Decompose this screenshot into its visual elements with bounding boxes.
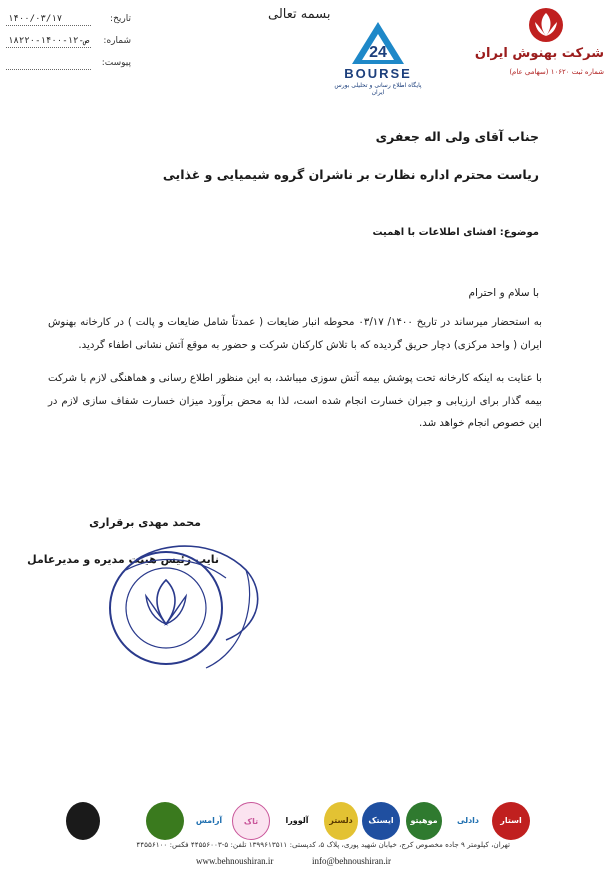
brand-logos <box>62 798 532 846</box>
email-link[interactable]: info@behnoushiran.ir <box>312 856 392 866</box>
date-value: ۱۴۰۰/۰۳/۱۷ <box>8 14 63 24</box>
brand-logo-extra <box>146 802 184 840</box>
brand-logo-extra <box>104 802 140 840</box>
date-label: تاریخ: <box>110 14 131 24</box>
date-dots <box>6 25 91 26</box>
bourse-wordmark: BOURSE <box>344 66 412 81</box>
recipient-position: ریاست محترم اداره نظارت بر ناشران گروه شیمیایی و غذایی <box>162 167 539 182</box>
number-value: ۱۸۲۲۰-ص-۱۲-۱۴۰۰ <box>8 36 90 46</box>
company-logo <box>474 6 604 82</box>
brand-logo: دلستر <box>324 802 358 840</box>
website-link[interactable]: www.behnoushiran.ir <box>196 856 274 866</box>
company-stamp-icon <box>96 530 276 680</box>
brand-logo-extra <box>66 802 100 840</box>
attachment-label: پیوست: <box>101 58 131 68</box>
company-registration: شماره ثبت ۱۰۶۲۰ (سهامی عام) <box>509 68 604 76</box>
brand-logo: آلوورا <box>285 816 309 825</box>
company-address: تهران، کیلومتر ۹ جاده مخصوص کرج، خیابان شهید پوری، پلاک ۵، کدپستی: ۱۳۹۹۶۱۳۵۱۱ تلفن: ۵-۴۴۵۵۶۰۰۳ فکس: ۴۴۵۵۶۱۰۰ <box>136 840 510 849</box>
svg-text:24: 24 <box>369 44 387 61</box>
attachment-row <box>6 58 131 80</box>
brand-logo: استار <box>492 802 530 840</box>
brand-logo: دادلی <box>456 816 480 825</box>
letter-meta <box>6 14 131 80</box>
signatory-title: نایب رئیس هیئت مدیره و مدیرعامل <box>27 553 219 566</box>
paragraph-1: به استحضار میرساند در تاریخ ۱۴۰۰/ ۰۳/۱۷ محوطه انبار ضایعات ( عمدتاً شامل ضایعات و پالت ) در کارخانه بهنوش ایران ( واحد مرکزی) دچار حریق گردیده که با تلاش کارکنان شرکت و حضور به موقع آتش نشانی اطفاء گردید. <box>48 317 542 351</box>
company-emblem-icon <box>526 6 566 44</box>
bourse-logo <box>330 20 426 96</box>
number-row <box>6 36 131 58</box>
brand-logo: تاک <box>232 802 270 840</box>
brand-logo: موهیتو <box>406 802 442 840</box>
date-row <box>6 14 131 36</box>
brand-logo: آرامس <box>195 816 223 825</box>
paragraph-2: با عنایت به اینکه کارخانه تحت پوشش بیمه آتش سوزی میباشد، به این منظور اطلاع رسانی و هماهنگی لازم با شرکت بیمه گذار برای ارزیابی و جبران خسارت انجام شده است، لذا به محض برآورد میزان خسارت شفاف سازی لازم در این خصوص انجام خواهد شد. <box>48 373 542 429</box>
brand-logo: ایستک <box>362 802 400 840</box>
recipient: جناب آقای ولی اله جعفری <box>375 129 539 144</box>
company-name: شرکت بهنوش ایران <box>474 46 604 61</box>
signatory-name: محمد مهدی برقراری <box>89 516 201 529</box>
basmala: بسمه تعالی <box>268 7 331 22</box>
greeting: با سلام و احترام <box>468 287 539 299</box>
bourse-emblem-icon <box>330 20 426 68</box>
number-dots <box>6 47 91 48</box>
bourse-subtitle: پایگاه اطلاع رسانی و تحلیلی بورس ایران <box>334 82 422 96</box>
letter-subject: موضوع: افشای اطلاعات با اهمیت <box>372 227 539 238</box>
number-label: شماره: <box>103 36 131 46</box>
attachment-dots <box>6 69 91 70</box>
